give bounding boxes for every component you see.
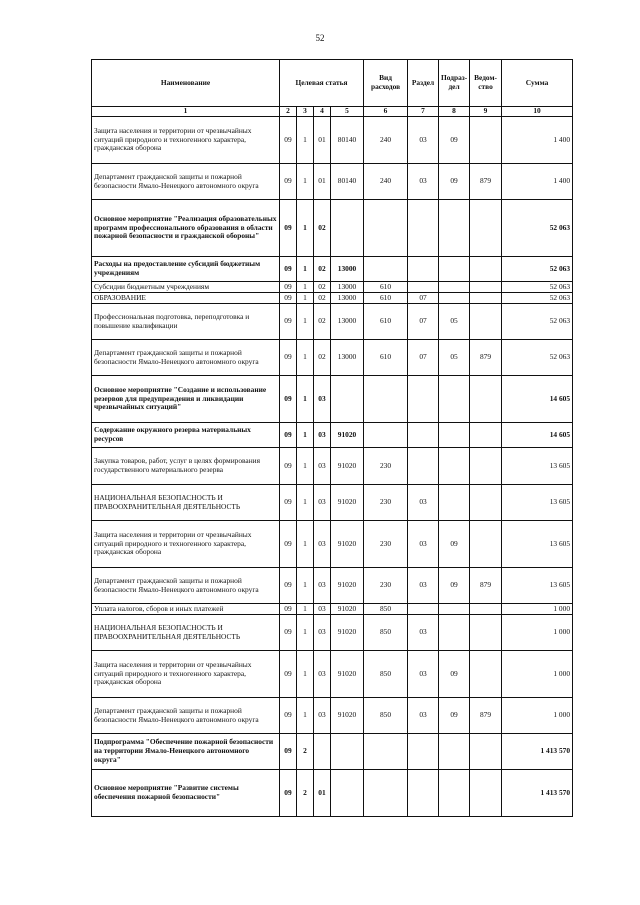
- cell-activity-code: 02: [314, 257, 331, 282]
- cell-expense-type: 610: [364, 340, 408, 376]
- cell-program-code: 09: [280, 257, 297, 282]
- cell-subprogram-code: 1: [297, 376, 314, 423]
- cell-program-code: 09: [280, 521, 297, 568]
- cell-department: [470, 376, 502, 423]
- cell-subprogram-code: 2: [297, 770, 314, 817]
- cell-direction-code: 91020: [331, 521, 364, 568]
- cell-activity-code: 03: [314, 615, 331, 651]
- cell-name: НАЦИОНАЛЬНАЯ БЕЗОПАСНОСТЬ И ПРАВООХРАНИТЕЛЬНАЯ ДЕЯТЕЛЬНОСТЬ: [92, 485, 280, 521]
- cell-department: [470, 282, 502, 293]
- cell-direction-code: 91020: [331, 615, 364, 651]
- column-index: 3: [297, 107, 314, 117]
- cell-activity-code: 03: [314, 604, 331, 615]
- column-index: 10: [502, 107, 573, 117]
- cell-expense-type: 230: [364, 568, 408, 604]
- cell-name: Основное мероприятие "Создание и использование резервов для предупреждения и ликвидации чрезвычайных ситуаций": [92, 376, 280, 423]
- header-subsection: Подраз-дел: [439, 60, 470, 107]
- cell-expense-type: [364, 200, 408, 257]
- table-row: [92, 376, 573, 423]
- cell-department: 879: [470, 698, 502, 734]
- page-number: 52: [315, 33, 325, 43]
- cell-subsection: [439, 770, 470, 817]
- cell-activity-code: 03: [314, 423, 331, 448]
- table-row: [92, 485, 573, 521]
- table-row: [92, 257, 573, 282]
- cell-section: 07: [408, 340, 439, 376]
- column-index: 7: [408, 107, 439, 117]
- cell-program-code: 09: [280, 282, 297, 293]
- cell-subsection: [439, 423, 470, 448]
- table-row: [92, 604, 573, 615]
- cell-program-code: 09: [280, 293, 297, 304]
- cell-section: [408, 282, 439, 293]
- cell-department: [470, 200, 502, 257]
- cell-section: 07: [408, 293, 439, 304]
- table-row: [92, 117, 573, 164]
- cell-department: [470, 293, 502, 304]
- cell-name: Защита населения и территории от чрезвычайных ситуаций природного и техногенного характера, гражданская оборона: [92, 521, 280, 568]
- cell-subsection: [439, 293, 470, 304]
- cell-program-code: 09: [280, 651, 297, 698]
- cell-activity-code: 03: [314, 448, 331, 485]
- table-body: [92, 117, 573, 817]
- cell-sum: 13 605: [502, 521, 573, 568]
- cell-name: Расходы на предоставление субсидий бюджетным учреждениям: [92, 257, 280, 282]
- cell-program-code: 09: [280, 304, 297, 340]
- cell-sum: 1 000: [502, 698, 573, 734]
- cell-subsection: 09: [439, 117, 470, 164]
- cell-subsection: [439, 200, 470, 257]
- table-row: [92, 200, 573, 257]
- cell-expense-type: 610: [364, 282, 408, 293]
- header-sum: Сумма: [502, 60, 573, 107]
- cell-section: [408, 604, 439, 615]
- cell-sum: 52 063: [502, 282, 573, 293]
- cell-program-code: 09: [280, 485, 297, 521]
- table-row: [92, 304, 573, 340]
- cell-name: Основное мероприятие "Развитие системы обеспечения пожарной безопасности": [92, 770, 280, 817]
- cell-subprogram-code: 2: [297, 734, 314, 770]
- cell-direction-code: 91020: [331, 568, 364, 604]
- cell-subsection: 09: [439, 164, 470, 200]
- cell-section: 07: [408, 304, 439, 340]
- cell-sum: 52 063: [502, 304, 573, 340]
- cell-subsection: 09: [439, 568, 470, 604]
- cell-section: [408, 734, 439, 770]
- cell-expense-type: 230: [364, 521, 408, 568]
- table-row: [92, 770, 573, 817]
- column-index: 1: [92, 107, 280, 117]
- column-index: 5: [331, 107, 364, 117]
- cell-name: Профессиональная подготовка, переподготовка и повышение квалификации: [92, 304, 280, 340]
- cell-direction-code: 13000: [331, 293, 364, 304]
- cell-program-code: 09: [280, 164, 297, 200]
- cell-department: [470, 423, 502, 448]
- cell-subsection: [439, 376, 470, 423]
- cell-name: Основное мероприятие "Реализация образовательных программ профессионального образования в области пожарной безопасности и гражданской обороны": [92, 200, 280, 257]
- cell-subsection: 05: [439, 340, 470, 376]
- cell-expense-type: [364, 257, 408, 282]
- cell-activity-code: 03: [314, 651, 331, 698]
- cell-name: Содержание окружного резерва материальных ресурсов: [92, 423, 280, 448]
- cell-direction-code: [331, 376, 364, 423]
- cell-section: [408, 423, 439, 448]
- cell-section: 03: [408, 651, 439, 698]
- cell-subprogram-code: 1: [297, 304, 314, 340]
- cell-section: 03: [408, 485, 439, 521]
- cell-subprogram-code: 1: [297, 340, 314, 376]
- cell-section: [408, 376, 439, 423]
- cell-expense-type: [364, 734, 408, 770]
- cell-name: ОБРАЗОВАНИЕ: [92, 293, 280, 304]
- cell-sum: 14 605: [502, 376, 573, 423]
- cell-program-code: 09: [280, 615, 297, 651]
- cell-activity-code: 03: [314, 485, 331, 521]
- table-row: [92, 521, 573, 568]
- cell-direction-code: 13000: [331, 257, 364, 282]
- cell-department: [470, 448, 502, 485]
- cell-section: 03: [408, 698, 439, 734]
- cell-expense-type: 230: [364, 485, 408, 521]
- cell-expense-type: 240: [364, 117, 408, 164]
- cell-activity-code: 02: [314, 293, 331, 304]
- cell-program-code: 09: [280, 568, 297, 604]
- cell-program-code: 09: [280, 448, 297, 485]
- cell-sum: 1 000: [502, 651, 573, 698]
- cell-expense-type: 850: [364, 651, 408, 698]
- cell-program-code: 09: [280, 604, 297, 615]
- cell-subsection: [439, 448, 470, 485]
- cell-name: Субсидии бюджетным учреждениям: [92, 282, 280, 293]
- table-row: [92, 651, 573, 698]
- cell-name: Защита населения и территории от чрезвычайных ситуаций природного и техногенного характера, гражданская оборона: [92, 117, 280, 164]
- cell-direction-code: 91020: [331, 651, 364, 698]
- cell-subprogram-code: 1: [297, 293, 314, 304]
- column-index: 6: [364, 107, 408, 117]
- cell-subsection: [439, 615, 470, 651]
- cell-activity-code: 02: [314, 282, 331, 293]
- cell-subsection: [439, 604, 470, 615]
- cell-name: Департамент гражданской защиты и пожарной безопасности Ямало-Ненецкого автономного округа: [92, 164, 280, 200]
- cell-name: Департамент гражданской защиты и пожарной безопасности Ямало-Ненецкого автономного округа: [92, 568, 280, 604]
- cell-sum: 1 000: [502, 604, 573, 615]
- cell-expense-type: 850: [364, 615, 408, 651]
- cell-section: [408, 770, 439, 817]
- cell-activity-code: 02: [314, 340, 331, 376]
- cell-program-code: 09: [280, 200, 297, 257]
- cell-expense-type: 240: [364, 164, 408, 200]
- cell-direction-code: 91020: [331, 604, 364, 615]
- cell-expense-type: [364, 770, 408, 817]
- cell-sum: 1 400: [502, 117, 573, 164]
- cell-name: Департамент гражданской защиты и пожарной безопасности Ямало-Ненецкого автономного округа: [92, 698, 280, 734]
- cell-department: [470, 604, 502, 615]
- cell-subsection: 09: [439, 651, 470, 698]
- cell-activity-code: 03: [314, 521, 331, 568]
- table-row: [92, 164, 573, 200]
- cell-direction-code: 13000: [331, 304, 364, 340]
- cell-program-code: 09: [280, 734, 297, 770]
- cell-section: 03: [408, 615, 439, 651]
- column-index: 8: [439, 107, 470, 117]
- column-index: 4: [314, 107, 331, 117]
- table-row: [92, 448, 573, 485]
- column-index: 9: [470, 107, 502, 117]
- cell-expense-type: 850: [364, 604, 408, 615]
- cell-expense-type: 850: [364, 698, 408, 734]
- table-row: [92, 293, 573, 304]
- cell-department: 879: [470, 340, 502, 376]
- cell-subprogram-code: 1: [297, 615, 314, 651]
- cell-name: Уплата налогов, сборов и иных платежей: [92, 604, 280, 615]
- cell-sum: 13 605: [502, 568, 573, 604]
- column-index-row: [92, 107, 573, 117]
- cell-subsection: 05: [439, 304, 470, 340]
- cell-department: 879: [470, 164, 502, 200]
- cell-activity-code: 03: [314, 376, 331, 423]
- cell-direction-code: [331, 770, 364, 817]
- cell-direction-code: 13000: [331, 340, 364, 376]
- cell-subprogram-code: 1: [297, 423, 314, 448]
- cell-activity-code: 01: [314, 164, 331, 200]
- cell-subprogram-code: 1: [297, 521, 314, 568]
- cell-sum: 52 063: [502, 340, 573, 376]
- cell-direction-code: 91020: [331, 485, 364, 521]
- cell-name: Защита населения и территории от чрезвычайных ситуаций природного и техногенного характера, гражданская оборона: [92, 651, 280, 698]
- cell-subprogram-code: 1: [297, 200, 314, 257]
- cell-sum: 1 413 570: [502, 770, 573, 817]
- cell-subsection: [439, 485, 470, 521]
- cell-department: [470, 734, 502, 770]
- cell-sum: 52 063: [502, 293, 573, 304]
- cell-activity-code: 02: [314, 304, 331, 340]
- cell-direction-code: [331, 734, 364, 770]
- cell-subprogram-code: 1: [297, 651, 314, 698]
- cell-name: Подпрограмма "Обеспечение пожарной безопасности на территории Ямало-Ненецкого автономного округа": [92, 734, 280, 770]
- cell-subprogram-code: 1: [297, 164, 314, 200]
- cell-sum: 1 400: [502, 164, 573, 200]
- table-row: [92, 568, 573, 604]
- cell-expense-type: [364, 423, 408, 448]
- table-header-row: [92, 60, 573, 107]
- table-row: [92, 698, 573, 734]
- cell-expense-type: 610: [364, 304, 408, 340]
- cell-subprogram-code: 1: [297, 282, 314, 293]
- cell-sum: 14 605: [502, 423, 573, 448]
- cell-subprogram-code: 1: [297, 604, 314, 615]
- cell-subprogram-code: 1: [297, 257, 314, 282]
- cell-section: [408, 200, 439, 257]
- cell-department: 879: [470, 568, 502, 604]
- budget-table: [91, 59, 573, 817]
- column-index: 2: [280, 107, 297, 117]
- cell-subsection: [439, 282, 470, 293]
- cell-activity-code: 01: [314, 770, 331, 817]
- cell-name: Закупка товаров, работ, услуг в целях формирования государственного материального резерва: [92, 448, 280, 485]
- cell-activity-code: 03: [314, 698, 331, 734]
- header-target-article: Целевая статья: [280, 60, 364, 107]
- cell-department: [470, 651, 502, 698]
- table-row: [92, 734, 573, 770]
- cell-activity-code: [314, 734, 331, 770]
- table-row: [92, 340, 573, 376]
- cell-sum: 13 605: [502, 485, 573, 521]
- cell-section: 03: [408, 117, 439, 164]
- cell-department: [470, 615, 502, 651]
- cell-department: [470, 770, 502, 817]
- header-name: Наименование: [92, 60, 280, 107]
- cell-section: 03: [408, 521, 439, 568]
- table-row: [92, 282, 573, 293]
- cell-subprogram-code: 1: [297, 568, 314, 604]
- cell-department: [470, 117, 502, 164]
- cell-program-code: 09: [280, 376, 297, 423]
- cell-department: [470, 521, 502, 568]
- cell-subsection: 09: [439, 698, 470, 734]
- cell-subsection: [439, 734, 470, 770]
- table-row: [92, 615, 573, 651]
- cell-section: [408, 257, 439, 282]
- cell-name: НАЦИОНАЛЬНАЯ БЕЗОПАСНОСТЬ И ПРАВООХРАНИТЕЛЬНАЯ ДЕЯТЕЛЬНОСТЬ: [92, 615, 280, 651]
- cell-sum: 1 000: [502, 615, 573, 651]
- cell-program-code: 09: [280, 770, 297, 817]
- cell-subprogram-code: 1: [297, 117, 314, 164]
- cell-program-code: 09: [280, 698, 297, 734]
- cell-subprogram-code: 1: [297, 698, 314, 734]
- table-row: [92, 423, 573, 448]
- header-section: Раздел: [408, 60, 439, 107]
- cell-direction-code: 91020: [331, 423, 364, 448]
- cell-expense-type: 230: [364, 448, 408, 485]
- cell-direction-code: 80140: [331, 117, 364, 164]
- cell-sum: 52 063: [502, 257, 573, 282]
- cell-direction-code: 91020: [331, 698, 364, 734]
- cell-subsection: [439, 257, 470, 282]
- cell-department: [470, 257, 502, 282]
- cell-section: 03: [408, 568, 439, 604]
- cell-section: 03: [408, 164, 439, 200]
- cell-subprogram-code: 1: [297, 485, 314, 521]
- cell-expense-type: [364, 376, 408, 423]
- cell-expense-type: 610: [364, 293, 408, 304]
- cell-section: [408, 448, 439, 485]
- cell-activity-code: 03: [314, 568, 331, 604]
- cell-subprogram-code: 1: [297, 448, 314, 485]
- cell-sum: 52 063: [502, 200, 573, 257]
- cell-sum: 13 605: [502, 448, 573, 485]
- cell-activity-code: 01: [314, 117, 331, 164]
- cell-department: [470, 485, 502, 521]
- header-department: Ведом-ство: [470, 60, 502, 107]
- cell-department: [470, 304, 502, 340]
- cell-direction-code: 13000: [331, 282, 364, 293]
- header-expense-type: Вид расходов: [364, 60, 408, 107]
- cell-activity-code: 02: [314, 200, 331, 257]
- cell-name: Департамент гражданской защиты и пожарной безопасности Ямало-Ненецкого автономного округа: [92, 340, 280, 376]
- cell-program-code: 09: [280, 117, 297, 164]
- cell-sum: 1 413 570: [502, 734, 573, 770]
- cell-program-code: 09: [280, 423, 297, 448]
- cell-direction-code: 91020: [331, 448, 364, 485]
- cell-direction-code: 80140: [331, 164, 364, 200]
- cell-subsection: 09: [439, 521, 470, 568]
- cell-program-code: 09: [280, 340, 297, 376]
- cell-direction-code: [331, 200, 364, 257]
